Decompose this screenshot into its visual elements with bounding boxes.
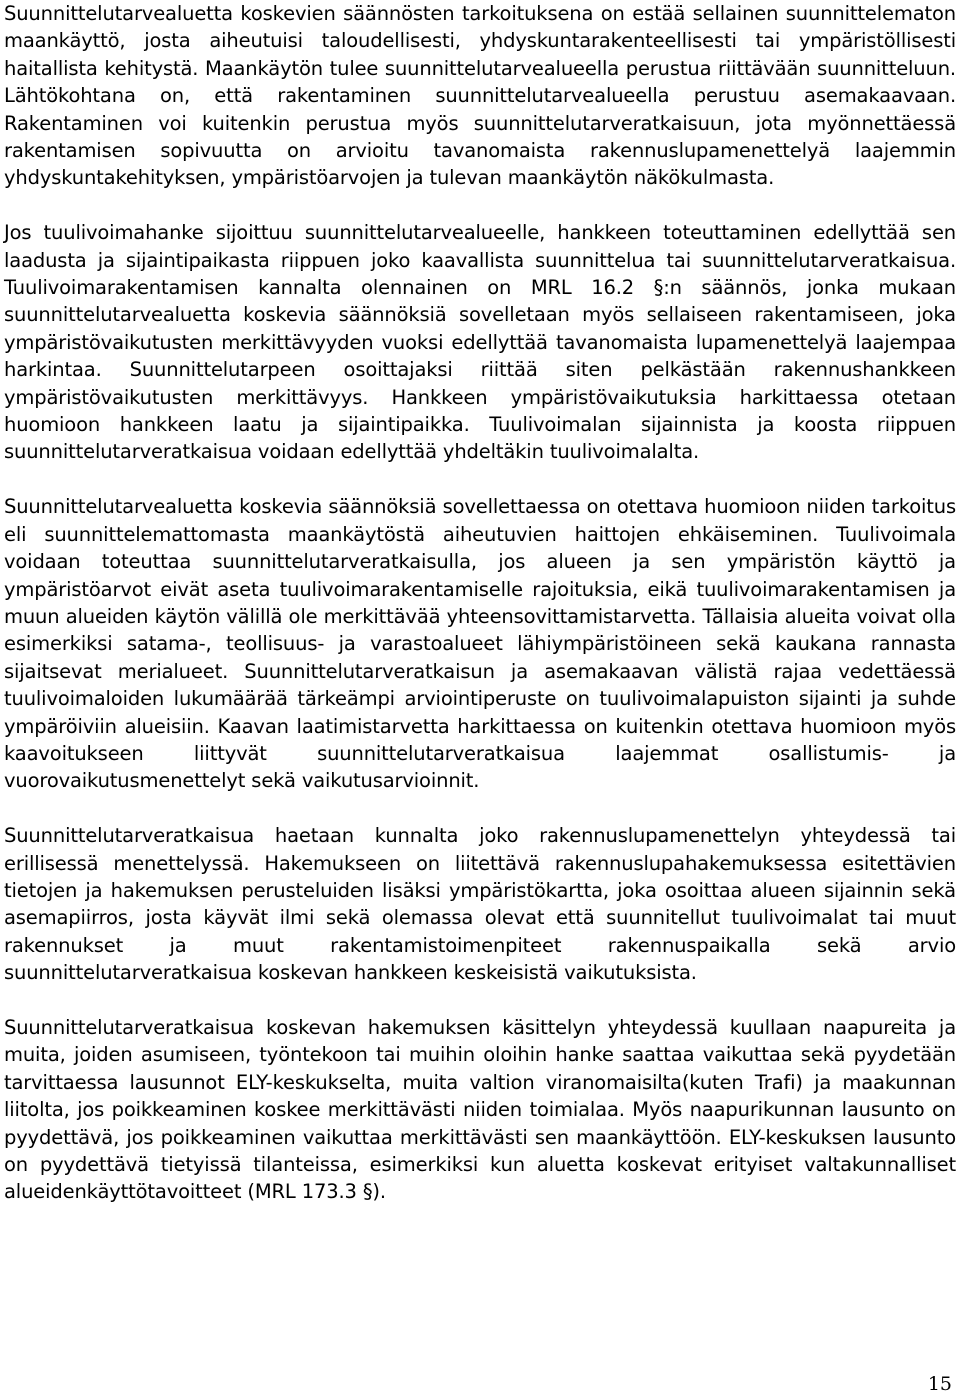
document-page xyxy=(4,0,956,1206)
paragraph-applying-provisions: Suunnittelutarvealuetta koskevia säännöksiä sovellettaessa on otettava huomioon niiden tarkoitus eli suunnittelemattomasta maankäytöstä aiheutuvien haittojen ehkäiseminen. Tuulivoimala voidaan toteuttaa suunnittelutarveratkaisulla, jos alueen ja sen ympäristön käyttö ja ympäristöarvot eivät aseta tuulivoimarakentamiselle rajoituksia, eikä tuulivoimarakentamisen ja muun alueiden käytön välillä ole merkittävää yhteensovittamistarvetta. Tällaisia alueita voivat olla esimerkiksi satama-, teollisuus- ja varastoalueet lähiympäristöineen sekä kaukana rannasta sijaitsevat merialueet. Suunnittelutarveratkaisun ja asemakaavan välistä rajaa vedettäessä tuulivoimaloiden lukumäärää tärkeämpi arviointiperuste on tuulivoimalapuiston sijainti ja suhde ympäröiviin alueisiin. Kaavan laatimistarvetta harkittaessa on kuitenkin otettava huomioon myös kaavoitukseen liittyvät suunnittelutarveratkaisua laajemmat osallistumis- ja vuorovaikutusmenettelyt sekä vaikutusarvioinnit. xyxy=(4,495,956,793)
paragraph-hearing-and-statements: Suunnittelutarveratkaisua koskevan hakemuksen käsittelyn yhteydessä kuullaan naapureita ja muita, joiden asumiseen, työntekoon tai muihin oloihin hanke saattaa vaikuttaa sekä pyydetään tarvittaessa lausunnot ELY-keskukselta, muita valtion viranomaisilta(kuten Trafi) ja maakunnan liitolta, jos poikkeaminen koskee merkittävästi niiden toimialaa. Myös naapurikunnan lausunto on pyydettävä, jos poikkeaminen vaikuttaa merkittävästi sen maankäyttöön. ELY-keskuksen lausunto on pyydettävä tietyissä tilanteissa, esimerkiksi kun aluetta koskevat erityiset valtakunnalliset alueidenkäyttötavoitteet (MRL 173.3 §). xyxy=(4,1015,956,1204)
page-number: 15 xyxy=(927,1373,952,1395)
paragraph-wind-power-project: Jos tuulivoimahanke sijoittuu suunnittelutarvealueelle, hankkeen toteuttaminen edellyttää sen laadusta ja sijaintipaikasta riippuen joko kaavallista suunnittelua tai suunnittelutarveratkaisua. Tuulivoimarakentamisen kannalta olennainen on MRL 16.2 §:n säännös, jonka mukaan suunnittelutarvealuetta koskevia säännöksiä sovelletaan myös sellaiseen rakentamiseen, joka ympäristövaikutusten merkittävyyden vuoksi edellyttää tavanomaista lupamenettelyä laajempaa harkintaa. Suunnittelutarpeen osoittajaksi riittää siten pelkästään rakennushankkeen ympäristövaikutusten merkittävyys. Hankkeen ympäristövaikutuksia harkittaessa otetaan huomioon hankkeen laatu ja sijaintipaikka. Tuulivoimalan sijainnista ja koosta riippuen suunnittelutarveratkaisua voidaan edellyttää yhdeltäkin tuulivoimalalta. xyxy=(4,221,956,464)
paragraph-suunnittelutarvealue-purpose: Suunnittelutarvealuetta koskevien säännösten tarkoituksena on estää sellainen suunnittelematon maankäyttö, josta aiheutuisi taloudellisesti, yhdyskuntarakenteellisesti tai ympäristöllisesti haitallista kehitystä. Maankäytön tulee suunnittelutarvealueella perustua riittävään suunnitteluun. Lähtökohtana on, että rakentaminen suunnittelutarvealueella perustuu asemakaavaan. Rakentaminen voi kuitenkin perustua myös suunnittelutarveratkaisuun, jota myönnettäessä rakentamisen sopivuutta on arvioitu tavanomaista rakennuslupamenettelyä laajemmin yhdyskuntakehityksen, ympäristöarvojen ja tulevan maankäytön näkökulmasta. xyxy=(4,2,956,190)
paragraph-application-process: Suunnittelutarveratkaisua haetaan kunnalta joko rakennuslupamenettelyn yhteydessä tai erillisessä menettelyssä. Hakemukseen on liitettävä rakennuslupahakemuksessa esitettävien tietojen ja hakemuksen perusteluiden lisäksi ympäristökartta, joka osoittaa alueen sijainnin sekä asemapiirros, josta käyvät ilmi sekä olemassa olevat että suunnitellut tuulivoimalat tai muut rakennukset ja muut rakentamistoimenpiteet rakennuspaikalla sekä arvio suunnittelutarveratkaisua koskevan hankkeen keskeisistä vaikutuksista. xyxy=(4,824,956,985)
